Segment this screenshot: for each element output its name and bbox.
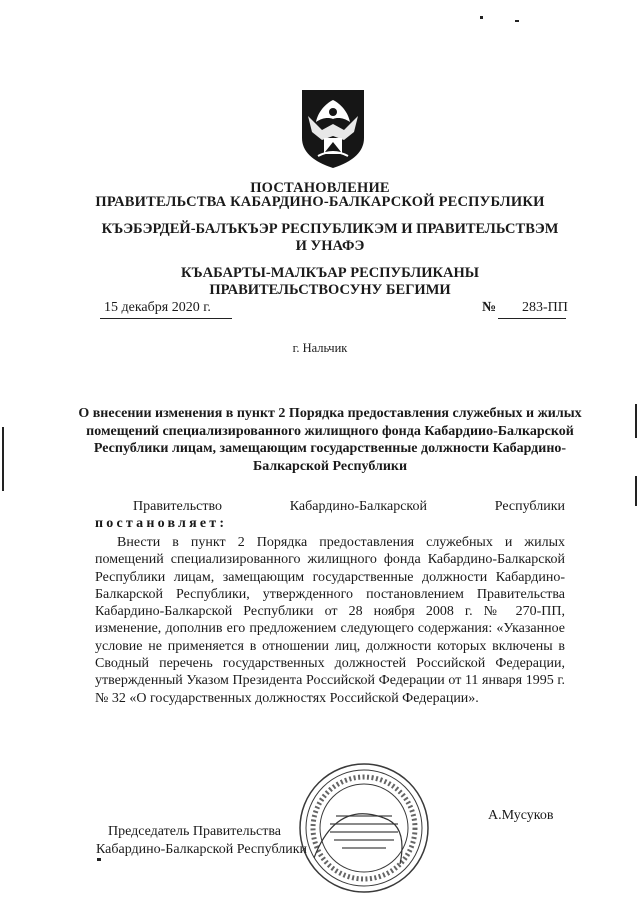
preamble-word-republic: Республики (494, 499, 565, 514)
document-title: О внесении изменения в пункт 2 Порядка предоставления служебных и жилых помещений специализированного жилищного фонда Кабардиио-Балкарской Республики лицам, замещающим государственные должности Кабардино-Балкарской Республики (78, 406, 582, 474)
document-number: 283-ПП (522, 300, 568, 315)
scan-speck (97, 858, 101, 861)
government-name-ru: ПРАВИТЕЛЬСТВА КАБАРДИНО-БАЛКАРСКОЙ РЕСПУБЛИКИ (95, 194, 545, 210)
signatory-position-line1: Председатель Правительства (108, 824, 281, 839)
signatory-name: А.Мусуков (488, 808, 554, 823)
preamble-word-government: Правительство (133, 499, 222, 514)
date-underline (100, 318, 232, 319)
margin-mark-right (635, 404, 637, 438)
number-sign: № (482, 300, 497, 315)
government-name-kabardian: КЪЭБЭРДЕЙ-БАЛЪКЪЭР РЕСПУБЛИКЭМ И ПРАВИТЕЛЬСТВЭМ И УНАФЭ (101, 221, 559, 254)
scan-speck (480, 16, 483, 19)
preamble (95, 498, 565, 533)
signatory-position (96, 823, 307, 858)
government-name-balkarian: КЪАБАРТЫ-МАЛКЪАР РЕСПУБЛИКАНЫ ПРАВИТЕЛЬСТВОСУНУ БЕГИМИ (181, 265, 479, 298)
signatory-position-line2: Кабардино-Балкарской Республики (96, 841, 307, 857)
city-name: г. Нальчик (292, 341, 348, 355)
official-stamp (296, 760, 432, 896)
margin-mark-left (2, 427, 4, 491)
margin-mark-right (635, 476, 637, 506)
number-underline (498, 318, 566, 319)
resolves-word: постановляет: (95, 516, 228, 532)
coat-of-arms-emblem (294, 86, 372, 170)
resolution-paragraph: Внести в пункт 2 Порядка предоставления служебных и жилых помещений специализированного жилищного фонда Кабардино-Балкарской Республики лицам, замещающим государственные должности Кабардино-Балкарской Республики, утвержденного постановлением Правительства Кабардино-Балкарской Республики от 28 ноября 2008 г. № 270-ПП, изменение, дополнив его предложением следующего содержания: «Указанное условие не применяется в отношении лиц, должности которых включены в Сводный перечень государственных должностей Российской Федерации, утвержденный Указом Президента Российской Федерации от 11 января 1995 г. № 32 «О государственных должностях Российской Федерации». (95, 535, 565, 706)
preamble-word-republic-name: Кабардино-Балкарской (289, 499, 427, 514)
document-date: 15 декабря 2020 г. (104, 300, 211, 315)
document-type: ПОСТАНОВЛЕНИЕ (250, 180, 390, 196)
scan-speck (515, 20, 519, 22)
